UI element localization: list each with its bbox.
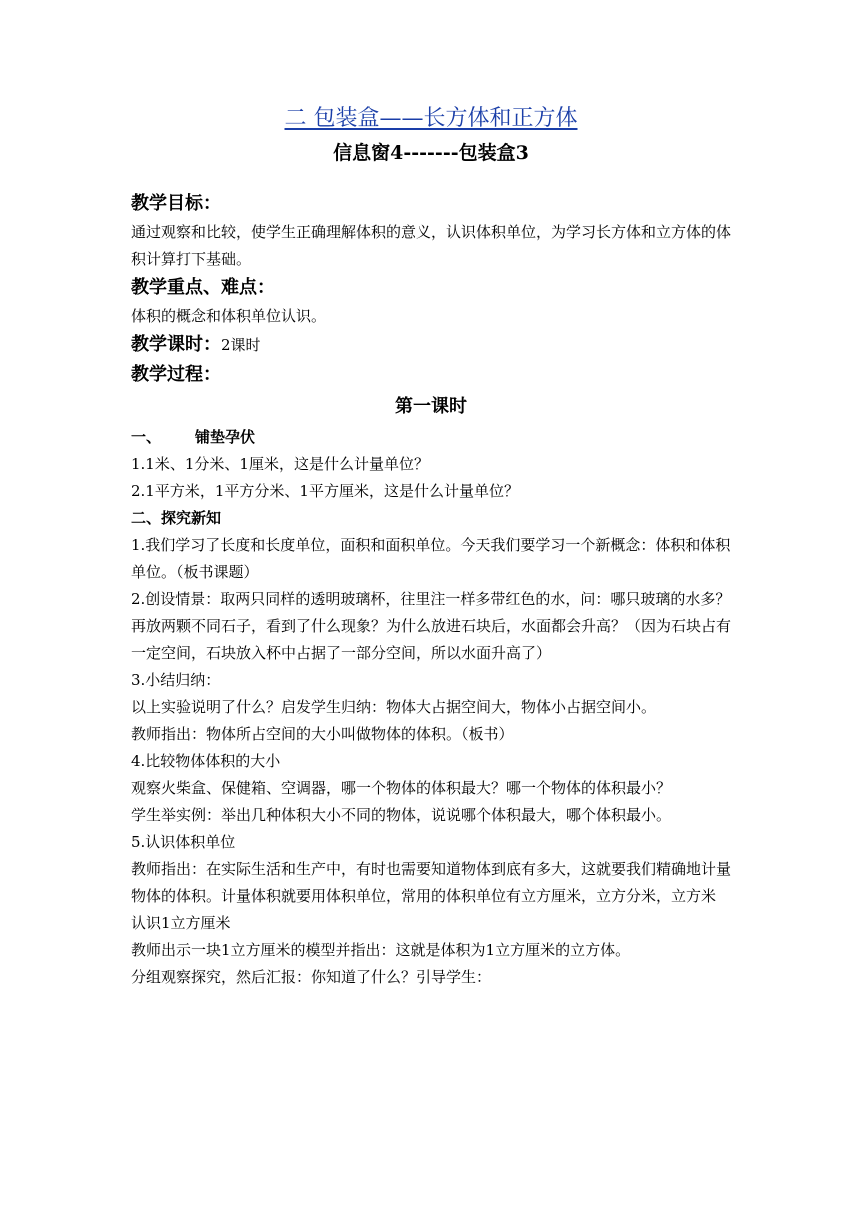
section2-paragraph: 3.小结归纳：	[131, 671, 221, 689]
hours-heading: 教学课时：	[131, 334, 221, 355]
section2-paragraph: 认识1立方厘米	[131, 914, 231, 932]
document-page	[131, 104, 731, 991]
section2-paragraph: 观察火柴盒、保健箱、空调器，哪一个物体的体积最大？哪一个物体的体积最小？	[131, 779, 672, 797]
hours-line	[131, 330, 731, 360]
focus-text: 体积的概念和体积单位认识。	[131, 307, 327, 325]
section2-paragraph: 教师出示一块1立方厘米的模型并指出：这就是体积为1立方厘米的立方体。	[131, 941, 631, 959]
section1-line: 2.1平方米，1平方分米、1平方厘米，这是什么计量单位？	[131, 482, 519, 500]
section2-paragraph: 1.我们学习了长度和长度单位，面积和面积单位。今天我们要学习一个新概念：体积和体积单位。（板书课题）	[131, 536, 731, 581]
section2-paragraph: 学生举实例：举出几种体积大小不同的物体，说说哪个体积最大，哪个体积最小。	[131, 806, 672, 824]
section1-line: 1.1米、1分米、1厘米，这是什么计量单位？	[131, 455, 429, 473]
section2-paragraph: 教师指出：物体所占空间的大小叫做物体的体积。（板书）	[131, 725, 514, 743]
section2-paragraph: 以上实验说明了什么？启发学生归纳：物体大占据空间大，物体小占据空间小。	[131, 698, 657, 716]
objective-text: 通过观察和比较，使学生正确理解体积的意义，认识体积单位，为学习长方体和立方体的体积计算打下基础。	[131, 223, 732, 268]
section1-number: 一、	[131, 428, 162, 446]
section2-paragraph: 5.认识体积单位	[131, 833, 236, 851]
hours-value: 2课时	[221, 336, 261, 354]
section1-heading	[131, 424, 731, 451]
process-heading: 教学过程：	[131, 364, 221, 385]
document-subtitle: 信息窗4-------包装盒3	[333, 142, 529, 164]
document-title[interactable]: 二 包装盒——长方体和正方体	[284, 106, 578, 131]
section2-paragraph: 2.创设情景：取两只同样的透明玻璃杯，往里注一样多带红色的水，问：哪只玻璃的水多？再放两颗不同石子，看到了什么现象？为什么放进石块后，水面都会升高？（因为石块占有一定空间，石块放入杯中占据了一部分空间，所以水面升高了）	[131, 590, 732, 662]
lesson-title: 第一课时	[395, 396, 467, 417]
section2-paragraph: 4.比较物体体积的大小	[131, 752, 281, 770]
objective-heading: 教学目标：	[131, 193, 221, 214]
focus-heading: 教学重点、难点：	[131, 277, 275, 298]
section2-paragraph: 分组观察探究，然后汇报：你知道了什么？引导学生：	[131, 968, 492, 986]
section1-title: 铺垫孕伏	[195, 428, 256, 446]
section2-paragraph: 教师指出：在实际生活和生产中，有时也需要知道物体到底有多大，这就要我们精确地计量物体的体积。计量体积就要用体积单位，常用的体积单位有立方厘米，立方分米，立方米	[131, 860, 732, 905]
section2-heading: 二、探究新知	[131, 509, 222, 527]
